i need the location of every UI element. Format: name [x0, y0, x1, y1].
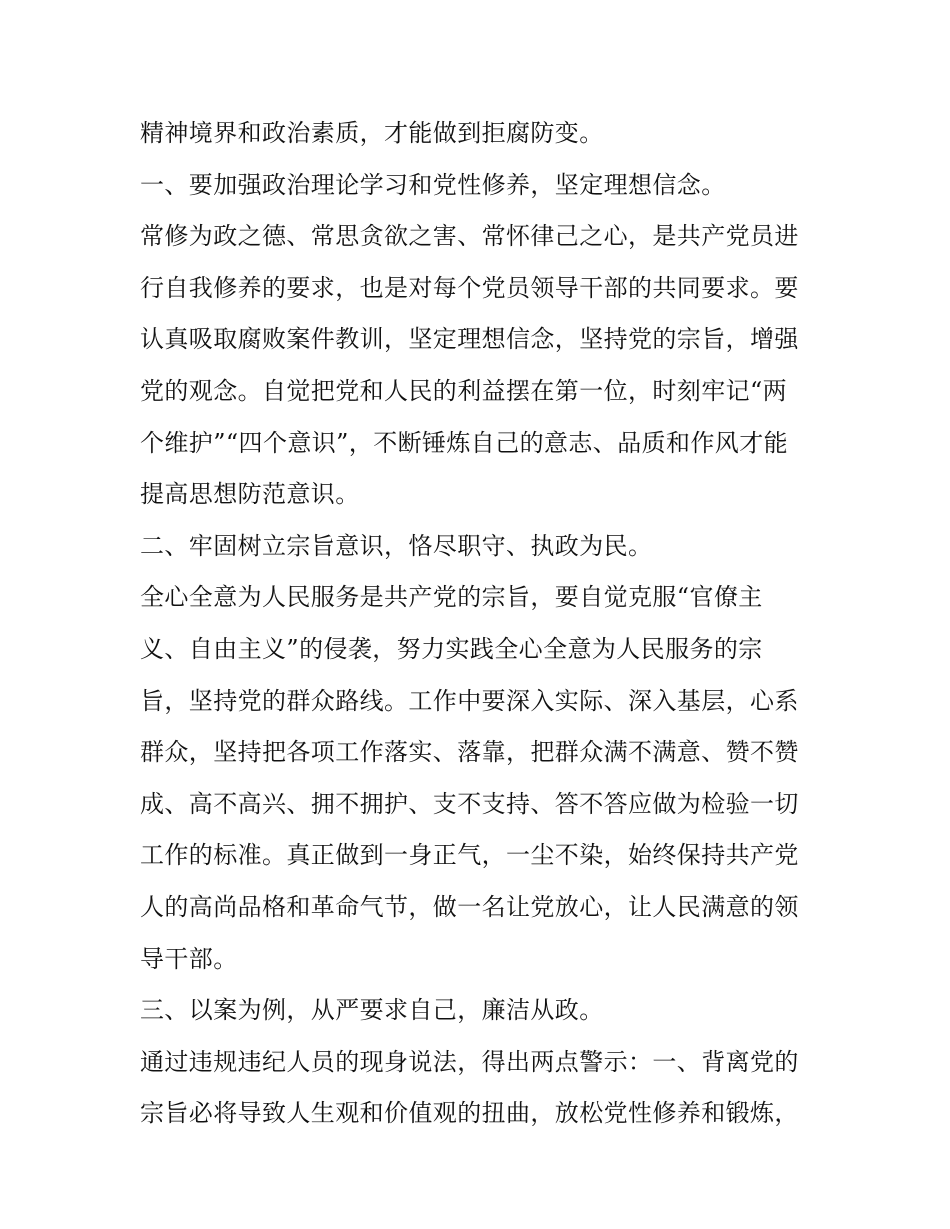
text-line: 个维护”“四个意识”，不断锤炼自己的意志、品质和作风才能	[140, 428, 789, 457]
document-body	[140, 108, 815, 1140]
text-line: 提高思想防范意识。	[140, 480, 360, 509]
text-line: 成、高不高兴、拥不拥护、支不支持、答不答应做为检验一切	[140, 789, 799, 818]
text-line: 精神境界和政治素质，才能做到拒腐防变。	[140, 119, 604, 147]
section-heading-2: 二、牢固树立宗旨意识，恪尽职守、执政为民。	[140, 531, 653, 560]
text-line: 全心全意为人民服务是共产党的宗旨，要自觉克服“官僚主	[140, 583, 763, 612]
text-line: 行自我修养的要求，也是对每个党员领导干部的共同要求。要	[140, 273, 799, 302]
text-line: 工作的标准。真正做到一身正气，一尘不染，始终保持共产党	[140, 841, 799, 870]
text-line: 群众，坚持把各项工作落实、落靠，把群众满不满意、赞不赞	[140, 738, 799, 767]
text-line: 通过违规违纪人员的现身说法，得出两点警示：一、背离党的	[140, 1047, 799, 1076]
text-line: 认真吸取腐败案件教训，坚定理想信念，坚持党的宗旨，增强	[140, 325, 799, 354]
text-line: 人的高尚品格和革命气节，做一名让党放心，让人民满意的领	[140, 892, 799, 921]
text-line: 宗旨必将导致人生观和价值观的扭曲，放松党性修养和锻炼，	[140, 1099, 799, 1128]
text-line: 常修为政之德、常思贪欲之害、常怀律己之心，是共产党员进	[140, 222, 799, 251]
text-line: 义、自由主义”的侵袭，努力实践全心全意为人民服务的宗	[140, 634, 763, 663]
text-line: 党的观念。自觉把党和人民的利益摆在第一位，时刻牢记“两	[140, 376, 788, 405]
text-line: 旨，坚持党的群众路线。工作中要深入实际、深入基层，心系	[140, 686, 799, 715]
text-line: 导干部。	[140, 944, 238, 973]
section-heading-3: 三、以案为例，从严要求自己，廉洁从政。	[140, 996, 604, 1025]
section-heading-1: 一、要加强政治理论学习和党性修养，坚定理想信念。	[140, 170, 726, 199]
